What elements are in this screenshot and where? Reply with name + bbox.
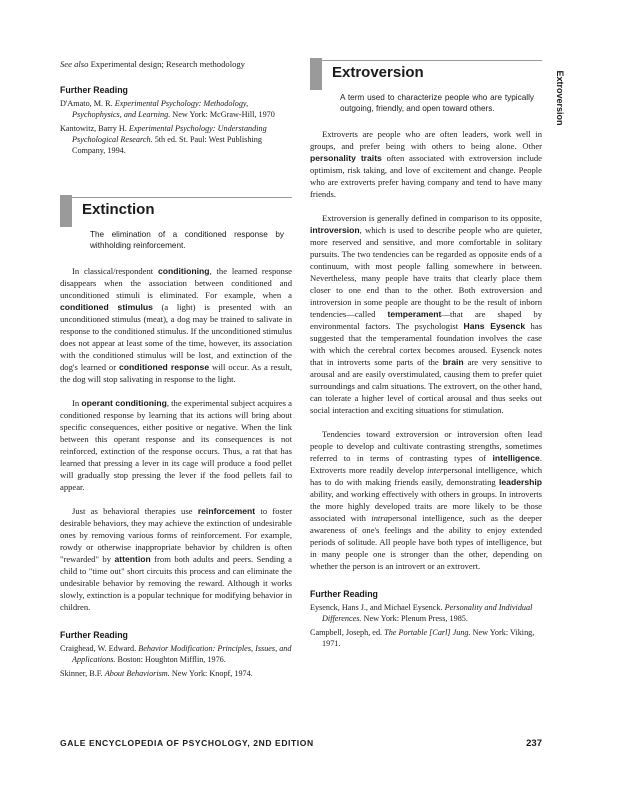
reference: Skinner, B.F. About Behaviorism. New York: Knopf, 1974. (60, 669, 253, 678)
reference: Craighead, W. Edward. Behavior Modification: Principles, Issues, and Applications. Boston: Houghton Mifflin, 1976. (60, 644, 292, 664)
see-also: See also Experimental design; Research methodology (60, 59, 245, 69)
extroversion-definition: A term used to characterize people who are typically outgoing, friendly, and open toward others. (340, 93, 534, 113)
extroversion-title: Extroversion (332, 64, 424, 81)
extinction-paragraph-2: In operant conditioning, the experimental subject acquires a conditioned response by learning that its actions will bring about specific consequences, either positive or negative. When the link between this operant response and its consequences is not reinforced, extinction of the response occurs. Thus, a rat that has learned that pressing a lever in its cage will produce a food pellet will gradually stop pressing the lever if the food pellets fail to appear. (60, 398, 292, 492)
further-reading-heading: Further Reading (60, 85, 128, 95)
further-reading-heading: Further Reading (60, 630, 128, 640)
extinction-paragraph-3: Just as behavioral therapies use reinforcement to foster desirable behaviors, they may achieve the extinction of undesirable ones by removing various forms of reinforcement. For example, rowdy or otherwise inappropriate behavior by children is often "rewarded" by attention from both adults and peers. Sending a child to "time out" short circuits this process and can eliminate the undesirable behavior by removing the reward. Although it works slowly, extinction is a popular technique for modifying behavior in children. (60, 506, 292, 612)
reference: Campbell, Joseph, ed. The Portable [Carl] Jung. New York: Viking, 1971. (310, 628, 535, 648)
reference: Kantowitz, Barry H. Experimental Psychology: Understanding Psychological Research. 5th ed. St. Paul: West Publishing Company, 1994. (60, 124, 267, 155)
reference: D'Amato, M. R. Experimental Psychology: Methodology, Psychophysics, and Learning. New York: McGraw-Hill, 1970 (60, 99, 275, 119)
extinction-definition: The elimination of a conditioned response by withholding reinforcement. (90, 230, 284, 250)
left-column (60, 58, 292, 682)
heading-rule (72, 197, 292, 198)
page-number: 237 (526, 738, 542, 749)
heading-bar (310, 58, 322, 90)
reference: Eysenck, Hans J., and Michael Eysenck. Personality and Individual Differences. New York: Plenum Press, 1985. (310, 603, 533, 623)
footer-book-title: GALE ENCYCLOPEDIA OF PSYCHOLOGY, 2ND EDITION (60, 738, 314, 748)
side-thumb-label: Extroversion (555, 70, 565, 126)
extroversion-paragraph-3: Tendencies toward extroversion or introversion often lead people to develop and cultivate contrasting strengths, sometimes referred to in terms of contrasting types of intelligence. Extroverts more readily develop interpersonal intelligence, which has to do with making friends easily, demonstrating leadership ability, and working effectively with others in groups. In introverts the more highly developed traits are more likely to be those associated with intrapersonal intelligence, such as the deeper awareness of one's feelings and the ability to enjoy extended periods of solitude. All people have both types of intelligence, but in many people one is stronger than the other, depending on whether the person is an introvert or an extrovert. (310, 429, 543, 571)
page-footer (60, 738, 542, 748)
extroversion-heading-box (310, 58, 542, 88)
extroversion-paragraph-2: Extroversion is generally defined in comparison to its opposite, introversion, which is used to describe people who are quieter, more reserved and sensitive, and more comfortable in solitary pursuits. The two tendencies can be regarded as opposite ends of a continuum, with most people falling somewhere in between. Nevertheless, many people have traits that clearly place them closer to one end than to the other. Both extroversion and introversion in some people are thought to be the result of inborn tendencies—called temperament—that are shaped by environmental factors. The psychologist Hans Eysenck has suggested that the temperamental foundation involves the case with which the cerebral cortex becomes aroused. Eysenck notes that in introverts some parts of the brain are very sensitive to arousal and are easily overstimulated, causing them to prefer quiet surroundings and calm situations. The extrovert, on the other hand, can tolerate a higher level of cortical arousal and thus seeks out social interaction and exciting situations for stimulation. (310, 213, 543, 415)
extinction-paragraph-1: In classical/respondent conditioning, the learned response disappears when the association between conditioned and unconditioned stimuli is eliminated. For example, when a conditioned stimulus (a light) is presented with an unconditioned stimulus (meat), a dog may be trained to salivate in response to the conditioned stimulus. If the unconditioned stimulus does not appear at least some of the time, however, its association with the conditioned stimulus will be lost, and extinction of the dog's learned or conditioned response will occur. As a result, the dog will stop salivating in response to the light. (60, 266, 293, 384)
right-column (310, 58, 542, 652)
extinction-heading-box (60, 195, 292, 225)
further-reading-heading: Further Reading (310, 589, 378, 599)
heading-rule (322, 60, 542, 61)
extroversion-paragraph-1: Extroverts are people who are often leaders, work well in groups, and prefer being with others to being alone. Other personality traits often associated with extroversion include optimism, risk taking, and love of excitement and change. People who are extroverts prefer having company and tend to have many friends. (310, 129, 542, 199)
heading-bar (60, 195, 72, 227)
side-thumb-tab (553, 58, 567, 138)
extinction-title: Extinction (82, 201, 155, 218)
